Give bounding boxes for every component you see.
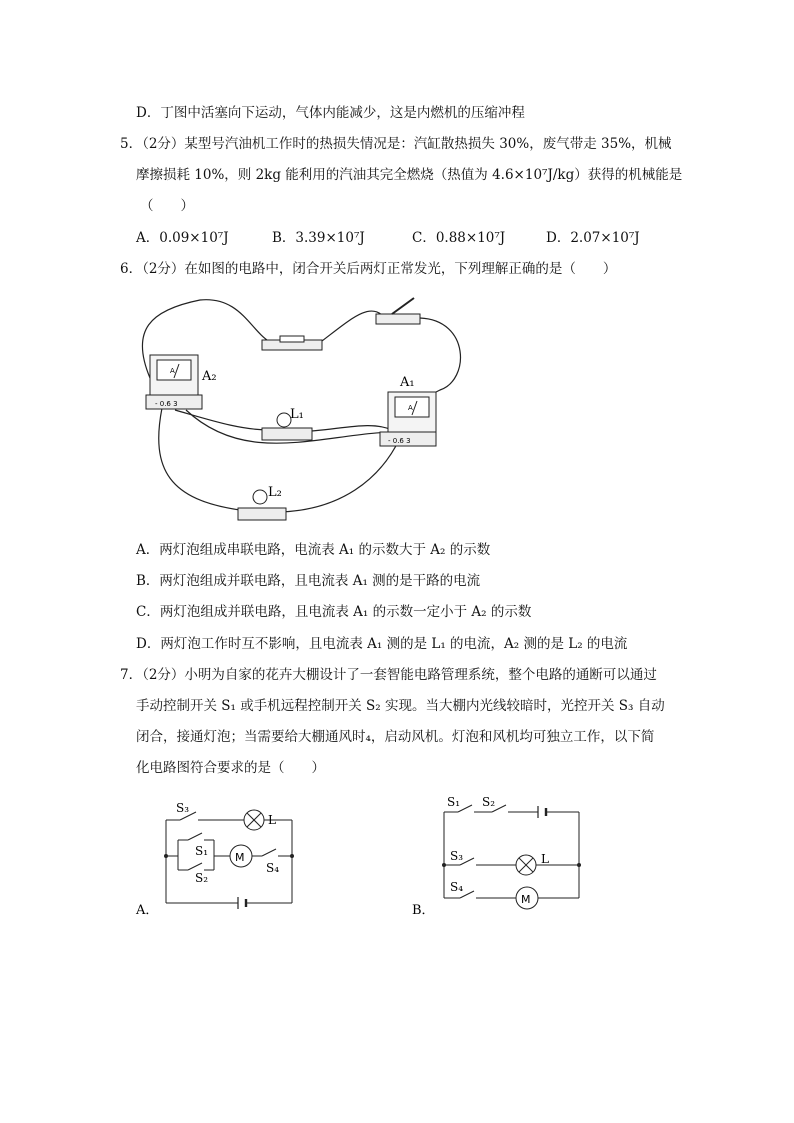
svg-text:S₄: S₄: [266, 861, 280, 875]
svg-text:B．: B．: [412, 903, 435, 918]
svg-text:L: L: [541, 852, 549, 866]
lamp-icon: [516, 855, 536, 875]
svg-text:L₁: L₁: [290, 407, 304, 422]
svg-text:M: M: [235, 851, 245, 864]
svg-text:M: M: [521, 893, 531, 906]
svg-text:S₂: S₂: [195, 871, 209, 885]
q7-stem-line2: 手动控制开关 S₁ 或手机远程控制开关 S₂ 实现。当大棚内光线较暗时，光控开关 S₃ 自动: [136, 698, 665, 714]
svg-text:A: A: [170, 367, 175, 375]
q6-stem: 6．（2分）在如图的电路中，闭合开关后两灯正常发光，下列理解正确的是（ ）: [120, 261, 617, 277]
q5-option-d: D．2.07×10⁷J: [546, 230, 640, 246]
svg-text:S₁: S₁: [447, 795, 461, 809]
q7-stem-line1: 7．（2分）小明为自家的花卉大棚设计了一套智能电路管理系统，整个电路的通断可以通过: [120, 667, 657, 683]
svg-text:A₁: A₁: [400, 375, 415, 390]
q5-stem-line2: 摩擦损耗 10%，则 2kg 能利用的汽油其完全燃烧（热值为 4.6×10⁷J/kg）获得的机械能是: [136, 167, 683, 183]
svg-text:A．: A．: [136, 903, 159, 918]
q4-option-d: D．丁图中活塞向下运动，气体内能减少，这是内燃机的压缩冲程: [136, 105, 525, 121]
svg-text:S₃: S₃: [176, 801, 190, 815]
q5-stem-line3: （ ）: [140, 198, 194, 214]
q6-option-d: D．两灯泡工作时互不影响，且电流表 A₁ 测的是 L₁ 的电流，A₂ 测的是 L₂ 的电流: [136, 636, 628, 652]
q5-option-b: B．3.39×10⁷J: [272, 230, 365, 246]
motor-icon: [516, 887, 538, 909]
svg-text:L₂: L₂: [268, 485, 282, 500]
q5-stem-line1: 5．（2分）某型号汽油机工作时的热损失情况是：汽缸散热损失 30%，废气带走 35%，机械: [120, 136, 672, 152]
q6-option-a: A．两灯泡组成串联电路，电流表 A₁ 的示数大于 A₂ 的示数: [136, 542, 491, 558]
battery-icon: [538, 806, 546, 818]
q6-option-b: B．两灯泡组成并联电路，且电流表 A₁ 测的是干路的电流: [136, 573, 481, 589]
svg-text:S₃: S₃: [450, 849, 464, 863]
q7-stem-line3: 闭合，接通灯泡；当需要给大棚通风时₄，启动风机。灯泡和风机均可独立工作，以下简: [136, 729, 655, 745]
svg-text:S₂: S₂: [482, 795, 496, 809]
svg-text:L: L: [268, 813, 276, 827]
svg-text:- 0.6 3: - 0.6 3: [155, 400, 178, 408]
svg-text:S₄: S₄: [450, 880, 464, 894]
svg-text:A₂: A₂: [202, 369, 217, 384]
q6-option-c: C．两灯泡组成并联电路，且电流表 A₁ 的示数一定小于 A₂ 的示数: [136, 604, 532, 620]
q7-stem-line4: 化电路图符合要求的是（ ）: [136, 760, 325, 776]
q5-option-a: A．0.09×10⁷J: [136, 230, 229, 246]
q5-option-c: C．0.88×10⁷J: [412, 230, 506, 246]
svg-text:S₁: S₁: [195, 844, 209, 858]
svg-text:- 0.6 3: - 0.6 3: [388, 437, 411, 445]
svg-text:A: A: [408, 404, 413, 412]
